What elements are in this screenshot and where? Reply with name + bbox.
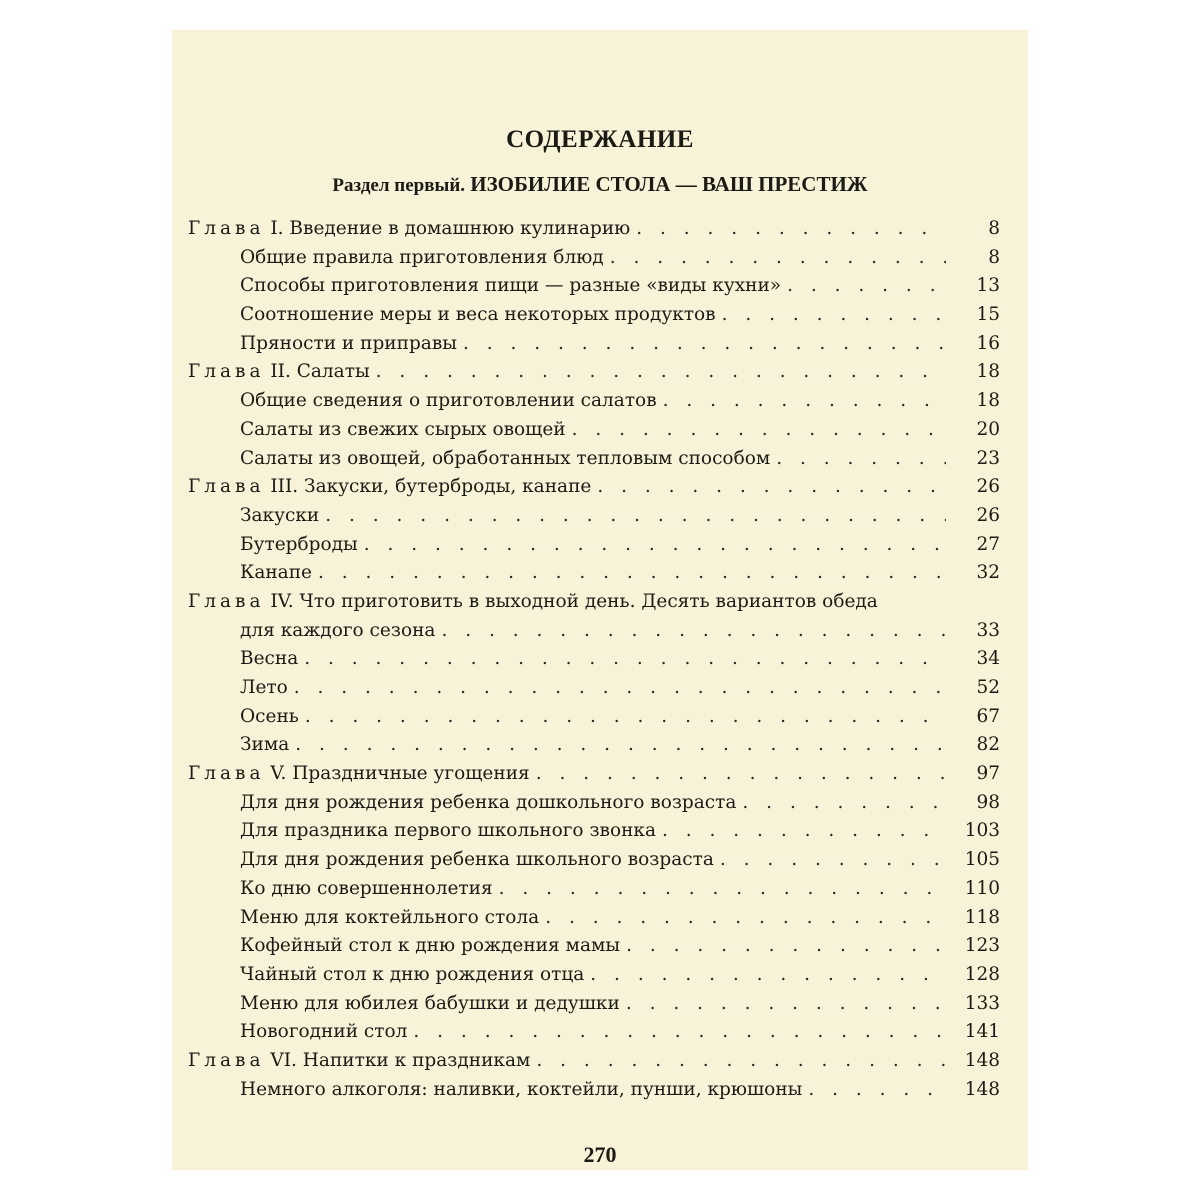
leader-dots (441, 620, 946, 641)
toc-page-number: 16 (976, 332, 1000, 354)
toc-entry-label (188, 1050, 530, 1071)
chapter-title: VI. Напитки к праздникам (264, 1049, 531, 1071)
toc-entry-label: Меню для коктейльного стола (240, 906, 540, 928)
leader-dots (376, 361, 946, 382)
leader-dots (318, 562, 946, 583)
toc-entry-label: Закуски (240, 504, 320, 526)
toc-page-number: 34 (976, 648, 1000, 670)
toc-entry-label: Для дня рождения ребенка школьного возраста (240, 849, 714, 871)
toc-entry (188, 247, 1000, 276)
chapter-title: II. Салаты (264, 361, 370, 383)
toc-entry (188, 534, 1000, 563)
toc-page-number: 32 (976, 562, 1000, 584)
toc-page-number: 148 (964, 1078, 1000, 1100)
toc-entry (188, 333, 1000, 362)
toc-entry-label: Весна (240, 648, 299, 670)
toc-entry (188, 734, 1000, 763)
toc-entry (188, 935, 1000, 964)
toc-entry-label (188, 218, 630, 239)
toc-entry (188, 849, 1000, 878)
toc-entry-label: Для праздника первого школьного звонка (240, 820, 657, 842)
toc-page-number: 133 (964, 992, 1000, 1014)
leader-dots (590, 964, 946, 985)
section-label: Раздел первый. (332, 175, 466, 196)
toc-page-number: 20 (976, 418, 1000, 440)
chapter-word: Глава (188, 361, 265, 383)
toc-entry-label: Ко дню совершеннолетия (240, 877, 493, 899)
toc-entry-label: Общие сведения о приготовлении салатов (240, 390, 657, 412)
toc-entry-label: Кофейный стол к дню рождения мамы (240, 935, 621, 957)
toc-entry (188, 677, 1000, 706)
toc-page-number: 67 (976, 705, 1000, 727)
toc-entry-label: Пряности и приправы (240, 332, 457, 354)
toc-page-number: 8 (988, 218, 1000, 239)
book-page (172, 30, 1028, 1170)
toc-entry (188, 562, 1000, 591)
toc-page-number: 118 (964, 906, 1000, 928)
toc-page-number: 13 (976, 275, 1000, 297)
toc-entry-label: Бутерброды (240, 533, 358, 555)
toc-entry (188, 820, 1000, 849)
chapter-word: Глава (188, 218, 265, 239)
toc-page-number: 33 (976, 619, 1000, 641)
toc-entry (188, 706, 1000, 735)
chapter-title: V. Праздничные угощения (264, 763, 530, 785)
toc-entry-label: Чайный стол к дню рождения отца (240, 963, 585, 985)
leader-dots (499, 878, 946, 899)
chapter-title: III. Закуски, бутерброды, канапе (264, 476, 592, 498)
toc-page-number: 27 (976, 533, 1000, 555)
leader-dots (545, 907, 946, 928)
leader-dots (536, 763, 946, 784)
toc-entry (188, 448, 1000, 477)
toc-entry-label: Осень (240, 705, 299, 727)
toc-entry (188, 390, 1000, 419)
chapter-word: Глава (188, 763, 265, 785)
chapter-title: IV. Что приготовить в выходной день. Десять вариантов обеда (264, 590, 878, 612)
toc-entry (188, 620, 1000, 649)
toc-chapter-entry (188, 763, 1000, 792)
toc-page-number: 128 (964, 963, 1000, 985)
toc-entry-label: Немного алкоголя: наливки, коктейли, пунши, крюшоны (240, 1078, 803, 1100)
leader-dots (536, 1050, 946, 1071)
toc-entry (188, 1021, 1000, 1050)
leader-dots (364, 534, 946, 555)
leader-dots (597, 476, 946, 497)
leader-dots (626, 993, 946, 1014)
leader-dots (304, 648, 946, 669)
toc-chapter-entry (188, 591, 1000, 620)
leader-dots (325, 505, 946, 526)
leader-dots (572, 419, 946, 440)
toc-page-number: 52 (976, 677, 1000, 698)
toc-page-number: 98 (976, 791, 1000, 813)
toc-page-number: 23 (976, 447, 1000, 469)
leader-dots (742, 792, 946, 813)
toc-entry-label: Соотношение меры и веса некоторых продуктов (240, 304, 716, 326)
toc-chapter-entry (188, 476, 1000, 505)
toc-entry (188, 505, 1000, 534)
toc-chapter-entry (188, 361, 1000, 390)
toc-page-number: 82 (976, 734, 1000, 756)
toc-page-number: 15 (976, 304, 1000, 326)
toc-page-number: 110 (964, 877, 1000, 899)
page-title: СОДЕРЖАНИЕ (506, 126, 694, 153)
table-of-contents (188, 218, 1000, 1107)
leader-dots (663, 390, 946, 411)
toc-entry-label: Салаты из свежих сырых овощей (240, 418, 566, 440)
toc-entry (188, 648, 1000, 677)
leader-dots (636, 218, 946, 239)
toc-page-number: 105 (964, 849, 1000, 871)
toc-entry-label: Меню для юбилея бабушки и дедушки (240, 992, 620, 1014)
toc-entry (188, 878, 1000, 907)
chapter-word: Глава (188, 1049, 265, 1071)
toc-entry-label (188, 591, 878, 612)
toc-entry-label (188, 361, 370, 382)
toc-page-number: 148 (964, 1049, 1000, 1071)
toc-page-number: 141 (964, 1021, 1000, 1043)
toc-page-number: 18 (976, 390, 1000, 412)
toc-page-number: 26 (976, 504, 1000, 526)
toc-page-number: 123 (964, 935, 1000, 957)
leader-dots (626, 935, 946, 956)
toc-entry-label: Способы приготовления пищи — разные «виды кухни» (240, 275, 782, 297)
leader-dots (413, 1021, 946, 1042)
toc-chapter-entry (188, 1050, 1000, 1079)
toc-entry-label: Канапе (240, 562, 312, 584)
toc-page-number: 97 (976, 763, 1000, 785)
toc-page-number: 18 (976, 361, 1000, 383)
chapter-word: Глава (188, 476, 265, 498)
toc-entry-label (188, 476, 591, 497)
leader-dots (610, 247, 946, 268)
leader-dots (463, 333, 946, 354)
toc-entry (188, 792, 1000, 821)
toc-entry (188, 304, 1000, 333)
leader-dots (787, 275, 946, 296)
leader-dots (294, 677, 946, 698)
toc-entry (188, 964, 1000, 993)
section-name: ИЗОБИЛИЕ СТОЛА — ВАШ ПРЕСТИЖ (470, 172, 868, 196)
toc-entry (188, 907, 1000, 936)
toc-entry-label: Для дня рождения ребенка дошкольного возраста (240, 791, 737, 813)
leader-dots (662, 820, 946, 841)
toc-page-number: 26 (976, 476, 1000, 498)
chapter-word: Глава (188, 590, 265, 612)
toc-entry-label: Общие правила приготовления блюд (240, 246, 604, 268)
toc-chapter-entry (188, 218, 1000, 247)
toc-entry (188, 993, 1000, 1022)
leader-dots (722, 304, 946, 325)
section-heading (172, 172, 1028, 197)
toc-entry-label: Лето (240, 677, 288, 698)
toc-entry (188, 275, 1000, 304)
toc-entry-label: Зима (240, 734, 290, 756)
leader-dots (305, 706, 946, 727)
leader-dots (720, 849, 946, 870)
page-number: 270 (583, 1142, 617, 1167)
toc-page-number: 8 (988, 246, 1000, 268)
toc-entry-label: Салаты из овощей, обработанных тепловым способом (240, 447, 771, 469)
toc-entry-label: Новогодний стол (240, 1021, 408, 1043)
toc-entry-label (188, 763, 530, 784)
leader-dots (295, 734, 946, 755)
chapter-title: I. Введение в домашнюю кулинарию (264, 218, 631, 239)
toc-entry (188, 419, 1000, 448)
leader-dots (808, 1079, 946, 1100)
toc-page-number: 103 (964, 820, 1000, 842)
leader-dots (776, 448, 946, 469)
toc-entry-label: для каждого сезона (240, 619, 436, 641)
toc-entry (188, 1079, 1000, 1108)
